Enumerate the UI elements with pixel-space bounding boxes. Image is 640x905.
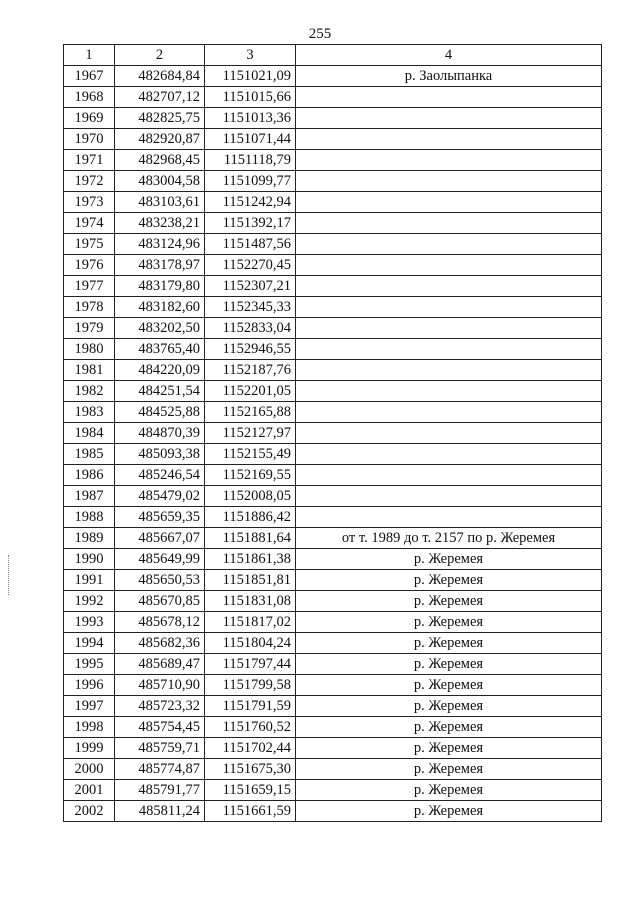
x-coordinate-cell: 485246,54 bbox=[115, 465, 205, 486]
header-row bbox=[64, 45, 602, 66]
point-number-cell: 1981 bbox=[64, 360, 115, 381]
y-coordinate-cell: 1152008,05 bbox=[205, 486, 296, 507]
table-row bbox=[64, 108, 602, 129]
point-number-cell: 1988 bbox=[64, 507, 115, 528]
scan-artifact bbox=[8, 555, 19, 595]
x-coordinate-cell: 485774,87 bbox=[115, 759, 205, 780]
y-coordinate-cell: 1151851,81 bbox=[205, 570, 296, 591]
point-number-cell: 1987 bbox=[64, 486, 115, 507]
table-row bbox=[64, 696, 602, 717]
y-coordinate-cell: 1152127,97 bbox=[205, 423, 296, 444]
point-number-cell: 1980 bbox=[64, 339, 115, 360]
header-cell-y-coordinate: 3 bbox=[205, 45, 296, 66]
y-coordinate-cell: 1151015,66 bbox=[205, 87, 296, 108]
y-coordinate-cell: 1151817,02 bbox=[205, 612, 296, 633]
table-row bbox=[64, 528, 602, 549]
description-cell: р. Жеремея bbox=[296, 654, 602, 675]
x-coordinate-cell: 485689,47 bbox=[115, 654, 205, 675]
y-coordinate-cell: 1151791,59 bbox=[205, 696, 296, 717]
description-cell bbox=[296, 507, 602, 528]
y-coordinate-cell: 1151675,30 bbox=[205, 759, 296, 780]
table-row bbox=[64, 654, 602, 675]
table-row bbox=[64, 87, 602, 108]
description-cell: р. Жеремея bbox=[296, 801, 602, 822]
point-number-cell: 1983 bbox=[64, 402, 115, 423]
y-coordinate-cell: 1152270,45 bbox=[205, 255, 296, 276]
table-body bbox=[64, 66, 602, 822]
point-number-cell: 1972 bbox=[64, 171, 115, 192]
table-row bbox=[64, 66, 602, 87]
y-coordinate-cell: 1151487,56 bbox=[205, 234, 296, 255]
table-row bbox=[64, 213, 602, 234]
point-number-cell: 1998 bbox=[64, 717, 115, 738]
table-row bbox=[64, 402, 602, 423]
header-cell-description: 4 bbox=[296, 45, 602, 66]
table-header bbox=[64, 45, 602, 66]
point-number-cell: 1969 bbox=[64, 108, 115, 129]
description-cell bbox=[296, 486, 602, 507]
y-coordinate-cell: 1151661,59 bbox=[205, 801, 296, 822]
y-coordinate-cell: 1151797,44 bbox=[205, 654, 296, 675]
x-coordinate-cell: 482825,75 bbox=[115, 108, 205, 129]
y-coordinate-cell: 1151799,58 bbox=[205, 675, 296, 696]
y-coordinate-cell: 1152165,88 bbox=[205, 402, 296, 423]
x-coordinate-cell: 484525,88 bbox=[115, 402, 205, 423]
y-coordinate-cell: 1152169,55 bbox=[205, 465, 296, 486]
description-cell bbox=[296, 360, 602, 381]
table-row bbox=[64, 339, 602, 360]
x-coordinate-cell: 485754,45 bbox=[115, 717, 205, 738]
description-cell bbox=[296, 108, 602, 129]
table-row bbox=[64, 129, 602, 150]
y-coordinate-cell: 1151804,24 bbox=[205, 633, 296, 654]
table-row bbox=[64, 570, 602, 591]
description-cell bbox=[296, 192, 602, 213]
table-row bbox=[64, 423, 602, 444]
table-row bbox=[64, 276, 602, 297]
coordinates-table bbox=[63, 44, 602, 822]
point-number-cell: 1973 bbox=[64, 192, 115, 213]
x-coordinate-cell: 485670,85 bbox=[115, 591, 205, 612]
description-cell bbox=[296, 234, 602, 255]
point-number-cell: 1977 bbox=[64, 276, 115, 297]
x-coordinate-cell: 483238,21 bbox=[115, 213, 205, 234]
point-number-cell: 1982 bbox=[64, 381, 115, 402]
point-number-cell: 1974 bbox=[64, 213, 115, 234]
point-number-cell: 2000 bbox=[64, 759, 115, 780]
table-row bbox=[64, 675, 602, 696]
point-number-cell: 1996 bbox=[64, 675, 115, 696]
y-coordinate-cell: 1151071,44 bbox=[205, 129, 296, 150]
y-coordinate-cell: 1152187,76 bbox=[205, 360, 296, 381]
point-number-cell: 1970 bbox=[64, 129, 115, 150]
table-row bbox=[64, 381, 602, 402]
x-coordinate-cell: 485479,02 bbox=[115, 486, 205, 507]
point-number-cell: 1976 bbox=[64, 255, 115, 276]
point-number-cell: 1989 bbox=[64, 528, 115, 549]
x-coordinate-cell: 485093,38 bbox=[115, 444, 205, 465]
header-cell-x-coordinate: 2 bbox=[115, 45, 205, 66]
description-cell: р. Жеремея bbox=[296, 591, 602, 612]
table-row bbox=[64, 465, 602, 486]
x-coordinate-cell: 485667,07 bbox=[115, 528, 205, 549]
description-cell: р. Жеремея bbox=[296, 633, 602, 654]
point-number-cell: 1978 bbox=[64, 297, 115, 318]
table-row bbox=[64, 549, 602, 570]
point-number-cell: 1995 bbox=[64, 654, 115, 675]
point-number-cell: 1971 bbox=[64, 150, 115, 171]
table-row bbox=[64, 360, 602, 381]
description-cell: р. Жеремея bbox=[296, 612, 602, 633]
point-number-cell: 2002 bbox=[64, 801, 115, 822]
x-coordinate-cell: 483124,96 bbox=[115, 234, 205, 255]
y-coordinate-cell: 1151099,77 bbox=[205, 171, 296, 192]
x-coordinate-cell: 483765,40 bbox=[115, 339, 205, 360]
table-row bbox=[64, 633, 602, 654]
y-coordinate-cell: 1151702,44 bbox=[205, 738, 296, 759]
table-row bbox=[64, 738, 602, 759]
point-number-cell: 1968 bbox=[64, 87, 115, 108]
point-number-cell: 1999 bbox=[64, 738, 115, 759]
description-cell: р. Жеремея bbox=[296, 696, 602, 717]
y-coordinate-cell: 1151118,79 bbox=[205, 150, 296, 171]
table-row bbox=[64, 255, 602, 276]
y-coordinate-cell: 1152345,33 bbox=[205, 297, 296, 318]
description-cell: р. Жеремея bbox=[296, 759, 602, 780]
table-row bbox=[64, 234, 602, 255]
point-number-cell: 1979 bbox=[64, 318, 115, 339]
x-coordinate-cell: 485723,32 bbox=[115, 696, 205, 717]
y-coordinate-cell: 1151659,15 bbox=[205, 780, 296, 801]
description-cell: р. Жеремея bbox=[296, 675, 602, 696]
x-coordinate-cell: 482968,45 bbox=[115, 150, 205, 171]
x-coordinate-cell: 483182,60 bbox=[115, 297, 205, 318]
y-coordinate-cell: 1152307,21 bbox=[205, 276, 296, 297]
x-coordinate-cell: 485759,71 bbox=[115, 738, 205, 759]
point-number-cell: 1997 bbox=[64, 696, 115, 717]
header-cell-point-number: 1 bbox=[64, 45, 115, 66]
point-number-cell: 2001 bbox=[64, 780, 115, 801]
y-coordinate-cell: 1151760,52 bbox=[205, 717, 296, 738]
table-row bbox=[64, 444, 602, 465]
y-coordinate-cell: 1151861,38 bbox=[205, 549, 296, 570]
y-coordinate-cell: 1151831,08 bbox=[205, 591, 296, 612]
point-number-cell: 1985 bbox=[64, 444, 115, 465]
x-coordinate-cell: 485710,90 bbox=[115, 675, 205, 696]
y-coordinate-cell: 1151881,64 bbox=[205, 528, 296, 549]
x-coordinate-cell: 483179,80 bbox=[115, 276, 205, 297]
point-number-cell: 1992 bbox=[64, 591, 115, 612]
table-row bbox=[64, 759, 602, 780]
table-row bbox=[64, 318, 602, 339]
y-coordinate-cell: 1152833,04 bbox=[205, 318, 296, 339]
page-number: 255 bbox=[308, 26, 332, 42]
x-coordinate-cell: 482684,84 bbox=[115, 66, 205, 87]
description-cell: р. Жеремея bbox=[296, 738, 602, 759]
description-cell: р. Заолыпанка bbox=[296, 66, 602, 87]
description-cell bbox=[296, 297, 602, 318]
description-cell bbox=[296, 423, 602, 444]
point-number-cell: 1986 bbox=[64, 465, 115, 486]
table-row bbox=[64, 192, 602, 213]
description-cell bbox=[296, 129, 602, 150]
description-cell bbox=[296, 276, 602, 297]
point-number-cell: 1984 bbox=[64, 423, 115, 444]
x-coordinate-cell: 483004,58 bbox=[115, 171, 205, 192]
table-row bbox=[64, 150, 602, 171]
description-cell bbox=[296, 381, 602, 402]
table-row bbox=[64, 612, 602, 633]
description-cell bbox=[296, 255, 602, 276]
x-coordinate-cell: 485811,24 bbox=[115, 801, 205, 822]
description-cell bbox=[296, 171, 602, 192]
table-row bbox=[64, 780, 602, 801]
description-cell bbox=[296, 339, 602, 360]
point-number-cell: 1967 bbox=[64, 66, 115, 87]
description-cell bbox=[296, 213, 602, 234]
x-coordinate-cell: 482920,87 bbox=[115, 129, 205, 150]
description-cell: р. Жеремея bbox=[296, 717, 602, 738]
point-number-cell: 1990 bbox=[64, 549, 115, 570]
point-number-cell: 1991 bbox=[64, 570, 115, 591]
y-coordinate-cell: 1151021,09 bbox=[205, 66, 296, 87]
x-coordinate-cell: 483103,61 bbox=[115, 192, 205, 213]
x-coordinate-cell: 485659,35 bbox=[115, 507, 205, 528]
point-number-cell: 1975 bbox=[64, 234, 115, 255]
x-coordinate-cell: 482707,12 bbox=[115, 87, 205, 108]
point-number-cell: 1993 bbox=[64, 612, 115, 633]
x-coordinate-cell: 484251,54 bbox=[115, 381, 205, 402]
x-coordinate-cell: 485791,77 bbox=[115, 780, 205, 801]
y-coordinate-cell: 1151242,94 bbox=[205, 192, 296, 213]
x-coordinate-cell: 485649,99 bbox=[115, 549, 205, 570]
y-coordinate-cell: 1151886,42 bbox=[205, 507, 296, 528]
description-cell: р. Жеремея bbox=[296, 549, 602, 570]
y-coordinate-cell: 1152946,55 bbox=[205, 339, 296, 360]
table-row bbox=[64, 486, 602, 507]
y-coordinate-cell: 1151392,17 bbox=[205, 213, 296, 234]
description-cell bbox=[296, 150, 602, 171]
description-cell: р. Жеремея bbox=[296, 570, 602, 591]
table-row bbox=[64, 297, 602, 318]
point-number-cell: 1994 bbox=[64, 633, 115, 654]
x-coordinate-cell: 484870,39 bbox=[115, 423, 205, 444]
x-coordinate-cell: 484220,09 bbox=[115, 360, 205, 381]
table-row bbox=[64, 591, 602, 612]
table-row bbox=[64, 801, 602, 822]
x-coordinate-cell: 485650,53 bbox=[115, 570, 205, 591]
description-cell bbox=[296, 465, 602, 486]
description-cell bbox=[296, 318, 602, 339]
description-cell bbox=[296, 444, 602, 465]
table-row bbox=[64, 507, 602, 528]
table-row bbox=[64, 171, 602, 192]
description-cell: от т. 1989 до т. 2157 по р. Жеремея bbox=[296, 528, 602, 549]
x-coordinate-cell: 485678,12 bbox=[115, 612, 205, 633]
description-cell bbox=[296, 402, 602, 423]
y-coordinate-cell: 1152201,05 bbox=[205, 381, 296, 402]
y-coordinate-cell: 1152155,49 bbox=[205, 444, 296, 465]
y-coordinate-cell: 1151013,36 bbox=[205, 108, 296, 129]
x-coordinate-cell: 483178,97 bbox=[115, 255, 205, 276]
x-coordinate-cell: 483202,50 bbox=[115, 318, 205, 339]
x-coordinate-cell: 485682,36 bbox=[115, 633, 205, 654]
table-row bbox=[64, 717, 602, 738]
description-cell bbox=[296, 87, 602, 108]
description-cell: р. Жеремея bbox=[296, 780, 602, 801]
